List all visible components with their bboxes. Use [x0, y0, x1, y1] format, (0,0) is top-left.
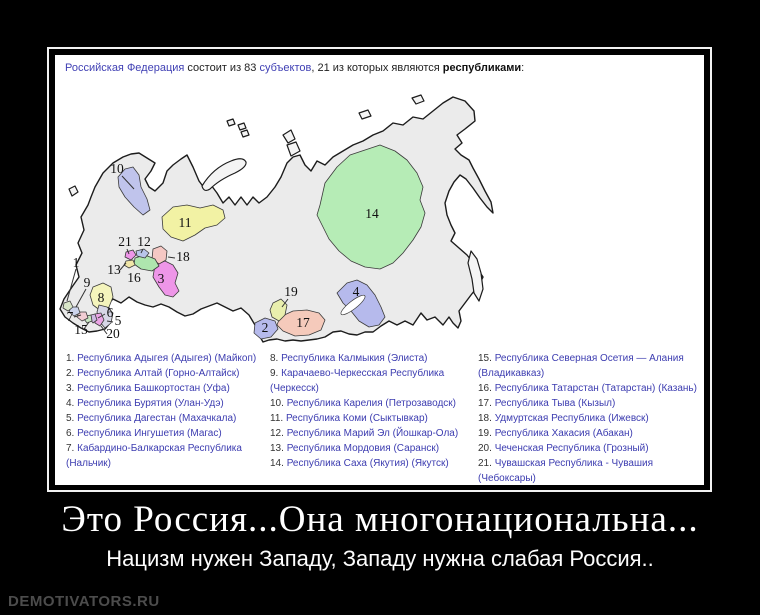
new-siberian-island	[359, 110, 371, 119]
map-label-4: 4	[352, 284, 360, 299]
legend-item-link[interactable]: Республика Татарстан (Татарстан) (Казань)	[494, 383, 697, 394]
kaliningrad-area	[69, 186, 78, 196]
legend-item	[270, 351, 474, 366]
legend-item	[270, 366, 474, 396]
legend-item-link[interactable]: Чувашская Республика - Чувашия (Чебоксары)	[478, 458, 653, 484]
map-label-3: 3	[157, 271, 165, 286]
legend-item-link[interactable]: Республика Хакасия (Абакан)	[494, 428, 633, 439]
russia-map	[55, 55, 704, 350]
legend-item-number: 14.	[270, 458, 287, 469]
legend-item-number: 16.	[478, 383, 495, 394]
legend-item-link[interactable]: Республика Саха (Якутия) (Якутск)	[286, 458, 449, 469]
map-label-5: 5	[114, 313, 122, 328]
legend-item	[66, 411, 266, 426]
map-label-16: 16	[127, 270, 141, 285]
legend-item	[478, 441, 702, 456]
map-label-20: 20	[106, 326, 120, 341]
legend-item	[478, 456, 702, 485]
severnaya-zemlya-island	[283, 130, 300, 156]
wrangel-island	[412, 95, 424, 104]
legend-item	[66, 426, 266, 441]
legend-column-3	[478, 351, 702, 485]
legend-item-number: 19.	[478, 428, 495, 439]
map-label-13: 13	[107, 262, 121, 277]
legend-item-number: 15.	[478, 353, 495, 364]
legend-item	[478, 396, 702, 411]
header-segment: состоит из 83	[184, 62, 260, 74]
legend-item-number: 13.	[270, 443, 287, 454]
map-label-7: 7	[66, 309, 74, 324]
legend-item-link[interactable]: Удмуртская Республика (Ижевск)	[494, 413, 649, 424]
map-label-14: 14	[365, 206, 379, 221]
legend-item-number: 20.	[478, 443, 495, 454]
caption-subtitle: Нацизм нужен Западу, Западу нужна слабая Россия..	[106, 546, 654, 571]
map-label-18: 18	[176, 249, 190, 264]
legend-item	[66, 381, 266, 396]
legend-item-number: 6.	[66, 428, 78, 439]
caption-title: Это Россия...Она многонациональна...	[61, 499, 699, 540]
legend-item-number: 21.	[478, 458, 495, 469]
map-label-11: 11	[178, 215, 192, 230]
map-label-15: 15	[74, 322, 88, 337]
legend-item-number: 1.	[66, 353, 78, 364]
map-label-17: 17	[296, 315, 310, 330]
legend-item-number: 9.	[270, 368, 282, 379]
legend-item	[270, 456, 474, 471]
legend-item	[270, 426, 474, 441]
legend-item-number: 3.	[66, 383, 78, 394]
legend-item-link[interactable]: Карачаево-Черкесская Республика (Черкесск)	[270, 368, 445, 394]
novaya-zemlya-island	[202, 159, 246, 191]
legend-item-link[interactable]: Республика Коми (Сыктывкар)	[285, 413, 428, 424]
legend-item-link[interactable]: Республика Адыгея (Адыгея) (Майкоп)	[77, 353, 257, 364]
header-segment: республиками	[442, 62, 522, 74]
legend-item	[270, 411, 474, 426]
map-label-8: 8	[97, 290, 105, 305]
header-segment: , 21 из которых являются	[311, 62, 443, 74]
legend-item-number: 7.	[66, 443, 78, 454]
header-link[interactable]: субъектов	[259, 62, 312, 74]
republic-legend	[66, 351, 702, 485]
legend-item-number: 2.	[66, 368, 78, 379]
legend-item-number: 5.	[66, 413, 78, 424]
legend-item-number: 18.	[478, 413, 495, 424]
infographic-image	[55, 55, 704, 485]
legend-item	[270, 441, 474, 456]
legend-item	[66, 396, 266, 411]
legend-item-link[interactable]: Республика Башкортостан (Уфа)	[77, 383, 230, 394]
header-segment: :	[521, 62, 525, 74]
legend-column-1	[66, 351, 266, 485]
legend-item	[478, 351, 702, 381]
legend-item	[66, 366, 266, 381]
map-label-1: 1	[72, 255, 80, 270]
legend-item-link[interactable]: Республика Карелия (Петрозаводск)	[286, 398, 456, 409]
legend-item-link[interactable]: Республика Калмыкия (Элиста)	[281, 353, 428, 364]
legend-item-link[interactable]: Республика Алтай (Горно-Алтайск)	[77, 368, 240, 379]
map-label-12: 12	[137, 234, 151, 249]
legend-item-link[interactable]: Республика Бурятия (Улан-Удэ)	[77, 398, 224, 409]
franz-josef-islands	[227, 119, 249, 137]
legend-item-link[interactable]: Республика Дагестан (Махачкала)	[77, 413, 237, 424]
legend-item-link[interactable]: Республика Тыва (Кызыл)	[494, 398, 616, 409]
watermark: DEMOTIVATORS.RU	[8, 593, 160, 610]
legend-item-link[interactable]: Республика Северная Осетия — Алания (Владикавказ)	[478, 353, 684, 379]
map-label-10: 10	[110, 161, 124, 176]
legend-column-2	[270, 351, 474, 485]
legend-item-number: 8.	[270, 353, 282, 364]
legend-item	[66, 351, 266, 366]
header-text	[65, 62, 524, 74]
legend-item-number: 17.	[478, 398, 495, 409]
legend-item	[270, 396, 474, 411]
legend-item	[478, 411, 702, 426]
legend-item-link[interactable]: Чеченская Республика (Грозный)	[494, 443, 649, 454]
legend-item-number: 10.	[270, 398, 287, 409]
legend-item	[478, 426, 702, 441]
legend-item-number: 11.	[270, 413, 286, 424]
legend-item-link[interactable]: Республика Ингушетия (Магас)	[77, 428, 222, 439]
legend-item-link[interactable]: Кабардино-Балкарская Республика (Нальчик)	[66, 443, 242, 469]
legend-item-number: 12.	[270, 428, 287, 439]
map-label-19: 19	[284, 284, 298, 299]
map-label-21: 21	[118, 234, 132, 249]
legend-item-link[interactable]: Республика Мордовия (Саранск)	[286, 443, 440, 454]
header-link[interactable]: Российская Федерация	[65, 62, 185, 74]
legend-item-link[interactable]: Республика Марий Эл (Йошкар-Ола)	[286, 428, 459, 439]
legend-item-number: 4.	[66, 398, 78, 409]
map-label-6: 6	[106, 305, 114, 320]
legend-item	[478, 381, 702, 396]
legend-item	[66, 441, 266, 471]
map-label-9: 9	[83, 275, 91, 290]
map-label-2: 2	[261, 320, 269, 335]
